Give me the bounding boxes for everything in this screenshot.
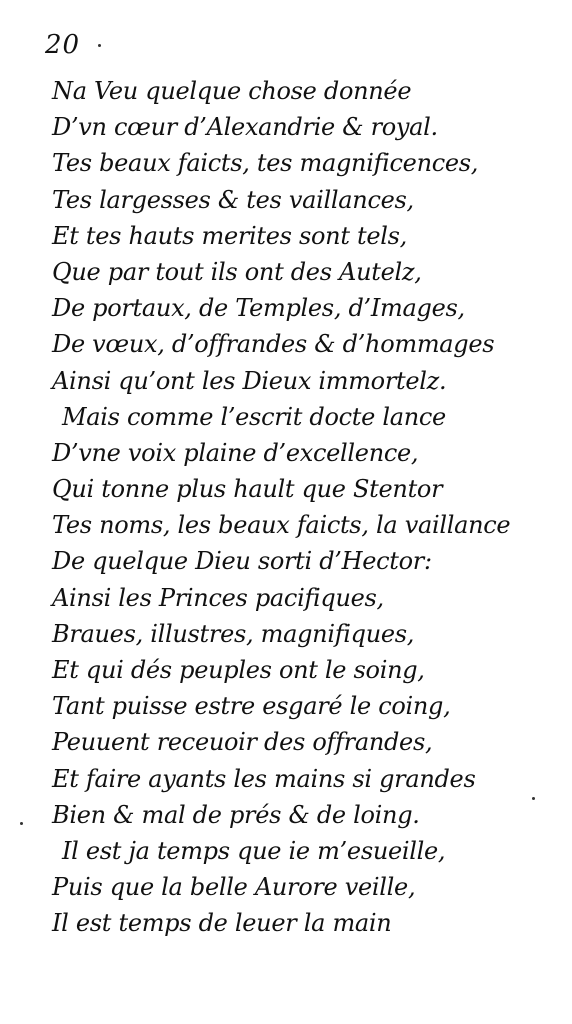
print-speck [98, 44, 101, 47]
verse-line: Qui tonne plus hault que Stentor [52, 475, 443, 504]
verse-line: De quelque Dieu sorti d’Hector: [52, 547, 432, 576]
verse-line: Et qui dés peuples ont le soing, [52, 656, 425, 684]
verse-line: D’vne voix plaine d’excellence, [52, 438, 419, 467]
verse-line: De portaux, de Temples, d’Images, [52, 294, 465, 323]
print-speck [532, 797, 535, 800]
verse-line: Tes noms, les beaux faicts, la vaillance [52, 511, 511, 540]
verse-line: Et faire ayants les mains si grandes [52, 764, 476, 793]
verse-line: Puis que la belle Aurore veille, [52, 873, 416, 902]
verse-line: Ainsi qu’ont les Dieux immortelz. [52, 366, 447, 395]
verse-line: Tant puisse estre esgaré le coing, [52, 692, 451, 721]
verse-line: Tes beaux faicts, tes magnificences, [52, 149, 479, 178]
verse-line: Tes largesses & tes vaillances, [52, 185, 414, 214]
verse-line: Peuuent receuoir des offrandes, [52, 728, 433, 757]
verse-line: De vœux, d’offrandes & d’hommages [52, 330, 495, 359]
verse-block [52, 73, 552, 942]
verse-line: Mais comme l’escrit docte lance [62, 402, 446, 431]
verse-line: Na Veu quelque chose donnée [52, 77, 412, 105]
verse-line: Et tes hauts merites sont tels, [52, 221, 407, 250]
page-number: 20 [45, 30, 81, 60]
verse-line: Il est ja temps que ie m’esueille, [62, 836, 446, 865]
verse-line: Il est temps de leuer la main [52, 909, 392, 938]
verse-line: D’vn cœur d’Alexandrie & royal. [52, 113, 438, 142]
print-speck [20, 822, 23, 825]
verse-line: Ainsi les Princes pacifiques, [52, 583, 384, 612]
verse-line: Bien & mal de prés & de loing. [52, 800, 420, 829]
verse-line: Que par tout ils ont des Autelz, [52, 257, 422, 286]
verse-line: Braues, illustres, magnifiques, [52, 619, 415, 648]
